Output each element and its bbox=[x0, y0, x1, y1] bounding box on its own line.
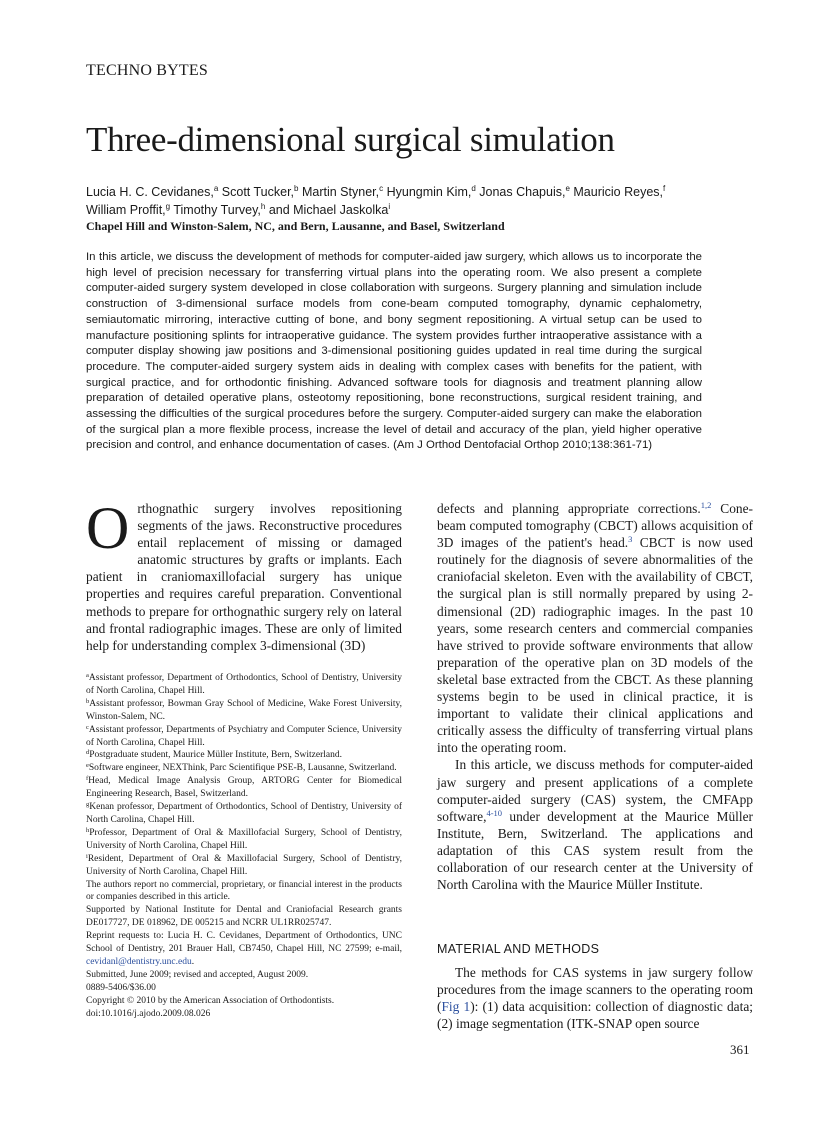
intro-paragraph: Orthognathic surgery involves repositioning segments of the jaws. Reconstructive procedures entail replacement of missing or damaged anatomic structures by grafts or implants. Each patient in craniomaxillofacial surgery has unique properties and requires careful preparation. Conventional methods to prepare for orthognathic surgery rely on lateral and frontal radiographic images. These are only of limited help for understanding complex 3-dimensional (3D) bbox=[86, 495, 402, 653]
author: Martin Styner,$^c$ bbox=[301, 184, 384, 199]
footnote: $^b$Assistant professor, Bowman Gray School of Medicine, Wake Forest University, Winston-Salem, NC. bbox=[86, 697, 402, 722]
author: William Proffit,$^g$ bbox=[86, 202, 171, 217]
section-label: TECHNO BYTES bbox=[86, 62, 208, 79]
footnote: $^d$Postgraduate student, Maurice Müller Institute, Bern, Switzerland. bbox=[86, 749, 342, 761]
drop-cap: O bbox=[86, 495, 130, 561]
article-title: Three-dimensional surgical simulation bbox=[86, 120, 615, 159]
footnote: $^c$Assistant professor, Departments of Psychiatry and Computer Science, University of North Carolina, Chapel Hill. bbox=[86, 723, 402, 748]
author: and Michael Jaskolka$^i$ bbox=[268, 202, 391, 217]
author: Scott Tucker,$^b$ bbox=[221, 184, 299, 199]
footnote: $^i$Resident, Department of Oral & Maxillofacial Surgery, School of Dentistry, University of North Carolina, Chapel Hill. bbox=[86, 852, 402, 877]
methods-heading: MATERIAL AND METHODS bbox=[437, 942, 600, 956]
reprint-note: Reprint requests to: Lucia H. C. Cevidanes, Department of Orthodontics, UNC School of Dentistry, 201 Brauer Hall, CB7450, Chapel Hill, NC 27599; e-mail, cevidanl@dentistry.unc.edu. bbox=[86, 931, 402, 967]
copyright: Copyright © 2010 by the American Association of Orthodontists. bbox=[86, 995, 335, 1006]
support-note: Supported by National Institute for Dental and Craniofacial Research grants DE017727, DE 018962, DE 005215 and NCRR UL1RR025747. bbox=[86, 905, 402, 929]
author: Hyungmin Kim,$^d$ bbox=[386, 184, 476, 199]
author: Jonas Chapuis,$^e$ bbox=[479, 184, 570, 199]
author: Lucia H. C. Cevidanes,$^a$ bbox=[86, 184, 219, 199]
footnote: $^a$Assistant professor, Department of Orthodontics, School of Dentistry, University of North Carolina, Chapel Hill. bbox=[86, 672, 402, 696]
author: Timothy Turvey,$^h$ bbox=[173, 202, 266, 217]
figure-link[interactable]: Fig 1 bbox=[441, 999, 471, 1015]
conflict-note: The authors report no commercial, proprietary, or financial interest in the products or companies described in this article. bbox=[86, 879, 402, 903]
body-paragraph: In this article, we discuss methods for computer-aided jaw surgery and present applications of a complete computer-aided surgery (CAS) system, the CMFApp software,$^{4-10}$ under development at the Maurice Müller Institute, Bern, Switzerland. The applications and adaptation of this CAS system result from the collaboration of our research center at the University of North Carolina with the Maurice Müller Institute. bbox=[437, 757, 753, 893]
methods-column bbox=[437, 964, 753, 1032]
email-link[interactable]: cevidanl@dentistry.unc.edu bbox=[86, 956, 192, 967]
citation-link[interactable]: 4-10 bbox=[486, 807, 503, 818]
footnote: $^h$Professor, Department of Oral & Maxillofacial Surgery, School of Dentistry, University of North Carolina, Chapel Hill. bbox=[86, 826, 402, 851]
footnote: $^e$Software engineer, NEXThink, Parc Scientifique PSE-B, Lausanne, Switzerland. bbox=[86, 762, 397, 774]
methods-paragraph: The methods for CAS systems in jaw surgery follow procedures from the image scanners to the operating room (Fig 1): (1) data acquisition: collection of diagnostic data; (2) image segmentation (ITK-SNAP open source bbox=[437, 965, 753, 1032]
footnotes bbox=[86, 672, 402, 1020]
body-paragraph: defects and planning appropriate corrections.$^{1,2}$ Cone-beam computed tomography (CBCT) allows acquisition of 3D images of the patient's head.$^3$ CBCT is now used routinely for the diagnosis of severe abnormalities of the craniofacial skeleton. Even with the availability of CBCT, the surgical plan is still normally prepared by using 2-dimensional (2D) radiographic images. In the past 10 years, some research centers and commercial companies have strived to provide software environments that allow preparation of the operative plan on 3D models of the skeletal base extracted from the CBCT. As these planning systems begin to be used in clinical practice, it is important to validate their clinical applications and critically assess the difficulty of transferring virtual plans into the operating room. bbox=[437, 500, 753, 756]
issn: 0889-5406/$36.00 bbox=[86, 982, 156, 993]
affiliation-line: Chapel Hill and Winston-Salem, NC, and Bern, Lausanne, and Basel, Switzerland bbox=[86, 219, 505, 233]
submitted-note: Submitted, June 2009; revised and accepted, August 2009. bbox=[86, 969, 309, 980]
left-column bbox=[86, 495, 402, 654]
doi[interactable]: doi:10.1016/j.ajodo.2009.08.026 bbox=[86, 1008, 211, 1019]
abstract: In this article, we discuss the development of methods for computer-aided jaw surgery, which allows us to incorporate the high level of precision necessary for transferring virtual plans into the operating room. We also present a complete computer-aided surgery system developed in close collaboration with surgeons. Surgery planning and simulation include construction of 3-dimensional surface models from cone-beam computed tomography, dynamic cephalometry, semiautomatic mirroring, interactive cutting of bone, and bony segment repositioning. A virtual setup can be used to manufacture positioning splints for intraoperative guidance. The system provides further intraoperative assistance with a computer display showing jaw positions and 3-dimensional positioning guides updated in real time during the surgical procedure. The computer-aided surgery system aids in dealing with complex cases with benefits for the patient, with surgical practice, and for orthodontic finishing. Advanced software tools for diagnosis and treatment planning allow preparation of detailed operative plans, osteotomy repositioning, bone reconstructions, surgical resident training, and assessing the difficulties of the surgical procedures before the surgery. Computer-aided surgery can make the elaboration of the surgical plan a more flexible process, increase the level of detail and accuracy of the plan, yield higher operative precision and control, and enhance documentation of cases. (Am J Orthod Dentofacial Orthop 2010;138:361-71) bbox=[86, 251, 702, 452]
citation-link[interactable]: 1,2 bbox=[700, 500, 712, 510]
footnote: $^f$Head, Medical Image Analysis Group, ARTORG Center for Biomedical Engineering Research, Basel, Switzerland. bbox=[86, 775, 402, 800]
footnote: $^g$Kenan professor, Department of Orthodontics, School of Dentistry, University of North Carolina, Chapel Hill. bbox=[86, 801, 402, 825]
author: Mauricio Reyes,$^f$ bbox=[573, 184, 666, 199]
right-column bbox=[437, 500, 753, 893]
author-list bbox=[86, 183, 766, 219]
page-number: 361 bbox=[730, 1042, 750, 1057]
citation-link[interactable]: 3 bbox=[628, 534, 633, 545]
